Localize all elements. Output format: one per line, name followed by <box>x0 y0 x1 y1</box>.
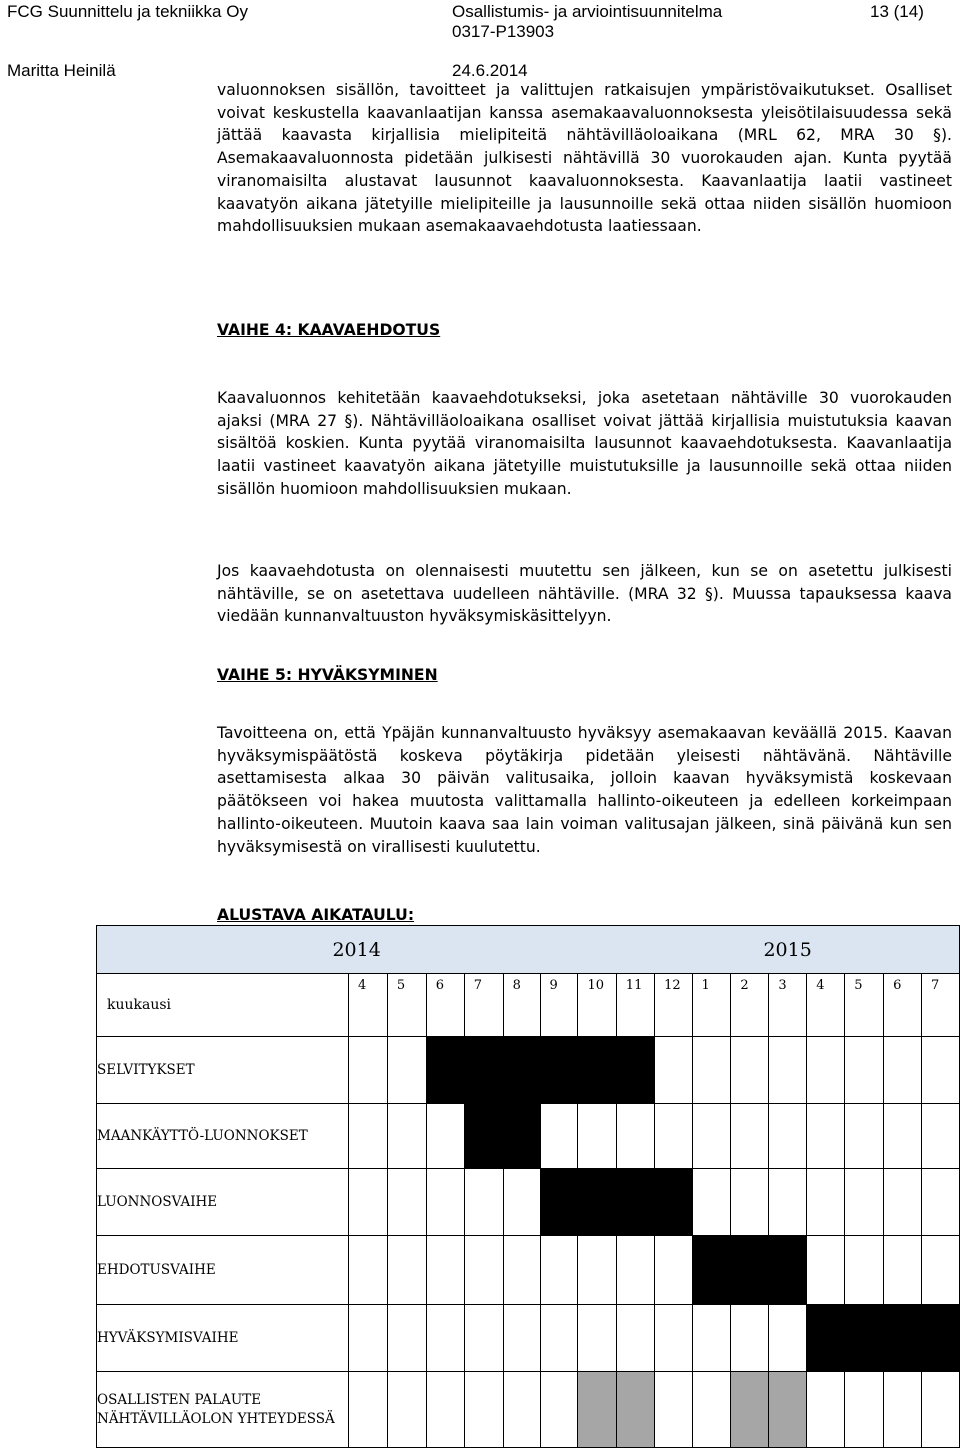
active-month-cell <box>578 1169 616 1236</box>
header-page-number: 13 (14) <box>870 2 924 21</box>
empty-month-cell <box>692 1169 731 1236</box>
vaihe-5-paragraph: Tavoitteena on, että Ypäjän kunnanvaltuusto hyväksyy asemakaavan keväällä 2015. Kaavan hyväksymispäätöstä koskeva pöytäkirja pidetään yleisesti nähtävänä. Nähtäville asettamisesta alkaa 30 päivän valitusaika, jolloin kaavan hyväksymistä koskevaan päätökseen voi hakea muutosta valittamalla hallinto-oikeuteen ja edelleen korkeimpaan hallinto-oikeuteen. Muutoin kaava saa lain voiman valitusajan jälkeen, sinä päivänä kun sen hyväksymisestä on virallisesti kuulutettu. <box>217 724 952 856</box>
schedule-row <box>97 1104 960 1169</box>
empty-month-cell <box>426 1169 464 1236</box>
feedback-month-cell <box>616 1372 654 1448</box>
empty-month-cell <box>692 1372 731 1448</box>
empty-month-cell <box>578 1236 616 1305</box>
empty-month-cell <box>845 1236 884 1305</box>
feedback-month-cell <box>731 1372 769 1448</box>
header-company: FCG Suunnittelu ja tekniikka Oy <box>7 2 248 21</box>
empty-month-cell <box>655 1305 692 1372</box>
schedule-row <box>97 1372 960 1448</box>
empty-month-cell <box>464 1236 503 1305</box>
empty-month-cell <box>769 1104 807 1169</box>
empty-month-cell <box>503 1372 540 1448</box>
year-2015: 2015 <box>616 926 959 974</box>
empty-month-cell <box>845 1037 884 1104</box>
active-month-cell <box>845 1305 884 1372</box>
empty-month-cell <box>845 1104 884 1169</box>
empty-month-cell <box>616 1305 654 1372</box>
empty-month-cell <box>578 1305 616 1372</box>
schedule-table <box>96 925 960 1448</box>
month-cell: 4 <box>349 974 388 1037</box>
body-text <box>217 79 952 926</box>
empty-month-cell <box>807 1104 845 1169</box>
empty-month-cell <box>426 1236 464 1305</box>
active-month-cell <box>731 1236 769 1305</box>
month-cell: 5 <box>387 974 426 1037</box>
phase-label: LUONNOSVAIHE <box>97 1169 349 1236</box>
empty-month-cell <box>387 1104 426 1169</box>
empty-month-cell <box>655 1037 692 1104</box>
month-cell: 9 <box>540 974 578 1037</box>
empty-month-cell <box>464 1169 503 1236</box>
empty-month-cell <box>884 1104 922 1169</box>
vaihe-4-revision-paragraph: Jos kaavaehdotusta on olennaisesti muutettu sen jälkeen, kun se on asetettu julkisesti nähtäville, se on asetettava uudelleen nähtäville. (MRA 32 §). Muussa tapauksessa kaava viedään kunnanvaltuuston hyväksymiskäsittelyyn. <box>217 562 952 626</box>
month-cell: 1 <box>692 974 731 1037</box>
empty-month-cell <box>769 1305 807 1372</box>
empty-month-cell <box>349 1236 388 1305</box>
empty-month-cell <box>731 1037 769 1104</box>
header-doc-title: Osallistumis- ja arviointisuunnitelma <box>452 2 723 21</box>
year-row <box>97 926 960 974</box>
active-month-cell <box>464 1037 503 1104</box>
vaihe-4-paragraph: Kaavaluonnos kehitetään kaavaehdotukseksi, joka asetetaan nähtäville 30 vuorokauden ajaksi (MRA 27 §). Nähtävilläoloaikana osalliset voivat jättää kirjallisia muistutuksia kaavan sisältöä koskien. Kunta pyytää viranomaisilta lausunnot kaavaehdotuksesta. Kaavanlaatija laatii vastineet kaavatyön aikana jätetyille muistutuksille ja lausunnoille sekä ottaa niiden sisällön huomioon mahdollisuuksien mukaan. <box>217 389 952 498</box>
active-month-cell <box>769 1236 807 1305</box>
active-month-cell <box>540 1169 578 1236</box>
active-month-cell <box>540 1037 578 1104</box>
empty-month-cell <box>884 1037 922 1104</box>
phase-label: OSALLISTEN PALAUTE NÄHTÄVILLÄOLON YHTEYDESSÄ <box>97 1372 349 1448</box>
active-month-cell <box>884 1305 922 1372</box>
active-month-cell <box>503 1037 540 1104</box>
feedback-month-cell <box>578 1372 616 1448</box>
active-month-cell <box>616 1037 654 1104</box>
heading-schedule: ALUSTAVA AIKATAULU: <box>217 906 415 924</box>
month-cell: 7 <box>464 974 503 1037</box>
month-cell: 11 <box>616 974 654 1037</box>
schedule-row <box>97 1169 960 1236</box>
header-date: 24.6.2014 <box>452 61 528 80</box>
schedule-row <box>97 1037 960 1104</box>
heading-vaihe-4: VAIHE 4: KAAVAEHDOTUS <box>217 321 441 339</box>
empty-month-cell <box>426 1372 464 1448</box>
empty-month-cell <box>387 1037 426 1104</box>
empty-month-cell <box>349 1305 388 1372</box>
phase-label: EHDOTUSVAIHE <box>97 1236 349 1305</box>
schedule-row <box>97 1236 960 1305</box>
phase-label: MAANKÄYTTÖ-LUONNOKSET <box>97 1104 349 1169</box>
month-cell: 4 <box>807 974 845 1037</box>
empty-month-cell <box>884 1372 922 1448</box>
empty-month-cell <box>731 1104 769 1169</box>
active-month-cell <box>578 1037 616 1104</box>
empty-month-cell <box>387 1372 426 1448</box>
empty-month-cell <box>540 1104 578 1169</box>
header-author: Maritta Heinilä <box>7 61 116 80</box>
active-month-cell <box>655 1169 692 1236</box>
active-month-cell <box>692 1236 731 1305</box>
empty-month-cell <box>921 1037 959 1104</box>
active-month-cell <box>464 1104 503 1169</box>
empty-month-cell <box>655 1104 692 1169</box>
empty-month-cell <box>731 1169 769 1236</box>
empty-month-cell <box>921 1104 959 1169</box>
month-cell: 10 <box>578 974 616 1037</box>
empty-month-cell <box>540 1236 578 1305</box>
month-cell: 3 <box>769 974 807 1037</box>
empty-month-cell <box>731 1305 769 1372</box>
empty-month-cell <box>807 1236 845 1305</box>
empty-month-cell <box>769 1169 807 1236</box>
empty-month-cell <box>387 1305 426 1372</box>
empty-month-cell <box>503 1169 540 1236</box>
schedule-row <box>97 1305 960 1372</box>
heading-vaihe-5: VAIHE 5: HYVÄKSYMINEN <box>217 666 438 684</box>
schedule-body <box>97 1037 960 1448</box>
empty-month-cell <box>503 1236 540 1305</box>
empty-month-cell <box>884 1236 922 1305</box>
empty-month-cell <box>464 1305 503 1372</box>
month-row <box>97 974 960 1037</box>
empty-month-cell <box>884 1169 922 1236</box>
active-month-cell <box>921 1305 959 1372</box>
empty-month-cell <box>769 1037 807 1104</box>
empty-month-cell <box>616 1104 654 1169</box>
month-label: kuukausi <box>97 974 349 1037</box>
header-doc-code: 0317-P13903 <box>452 22 555 41</box>
active-month-cell <box>426 1037 464 1104</box>
empty-month-cell <box>807 1037 845 1104</box>
active-month-cell <box>503 1104 540 1169</box>
year-2014: 2014 <box>97 926 617 974</box>
active-month-cell <box>807 1305 845 1372</box>
empty-month-cell <box>387 1236 426 1305</box>
empty-month-cell <box>692 1305 731 1372</box>
month-cell: 7 <box>921 974 959 1037</box>
empty-month-cell <box>349 1169 388 1236</box>
month-cell: 6 <box>426 974 464 1037</box>
empty-month-cell <box>503 1305 540 1372</box>
empty-month-cell <box>540 1372 578 1448</box>
empty-month-cell <box>426 1104 464 1169</box>
feedback-month-cell <box>769 1372 807 1448</box>
empty-month-cell <box>616 1236 654 1305</box>
empty-month-cell <box>464 1372 503 1448</box>
empty-month-cell <box>845 1169 884 1236</box>
empty-month-cell <box>387 1169 426 1236</box>
empty-month-cell <box>655 1236 692 1305</box>
empty-month-cell <box>349 1104 388 1169</box>
empty-month-cell <box>540 1305 578 1372</box>
empty-month-cell <box>807 1169 845 1236</box>
empty-month-cell <box>692 1037 731 1104</box>
month-cell: 12 <box>655 974 692 1037</box>
empty-month-cell <box>426 1305 464 1372</box>
empty-month-cell <box>921 1236 959 1305</box>
month-cell: 5 <box>845 974 884 1037</box>
empty-month-cell <box>845 1372 884 1448</box>
intro-paragraph: valuonnoksen sisällön, tavoitteet ja valittujen ratkaisujen ympäristövaikutukset. Osalliset voivat keskustella kaavanlaatijan kanssa asemakaavaluonnoksesta yleisötilaisuudessa sekä jättää kaavasta kirjallisia mielipiteitä nähtävilläoloaikana (MRL 62, MRA 30 §). Asemakaavaluonnosta pidetään julkisesti nähtävillä 30 vuorokauden ajan. Kunta pyytää viranomaisilta alustavat lausunnot kaavaluonnoksesta. Kaavanlaatija laatii vastineet kaavatyön aikana jätetyille mielipiteille ja lausunnoille sekä ottaa niiden sisällön huomioon mahdollisuuksien mukaan asemakaavaehdotusta laatiessaan. <box>217 81 952 236</box>
phase-label: HYVÄKSYMISVAIHE <box>97 1305 349 1372</box>
month-cell: 6 <box>884 974 922 1037</box>
empty-month-cell <box>807 1372 845 1448</box>
empty-month-cell <box>349 1372 388 1448</box>
empty-month-cell <box>578 1104 616 1169</box>
month-cell: 2 <box>731 974 769 1037</box>
month-cell: 8 <box>503 974 540 1037</box>
empty-month-cell <box>692 1104 731 1169</box>
active-month-cell <box>616 1169 654 1236</box>
empty-month-cell <box>349 1037 388 1104</box>
empty-month-cell <box>921 1169 959 1236</box>
empty-month-cell <box>921 1372 959 1448</box>
phase-label: SELVITYKSET <box>97 1037 349 1104</box>
empty-month-cell <box>655 1372 692 1448</box>
